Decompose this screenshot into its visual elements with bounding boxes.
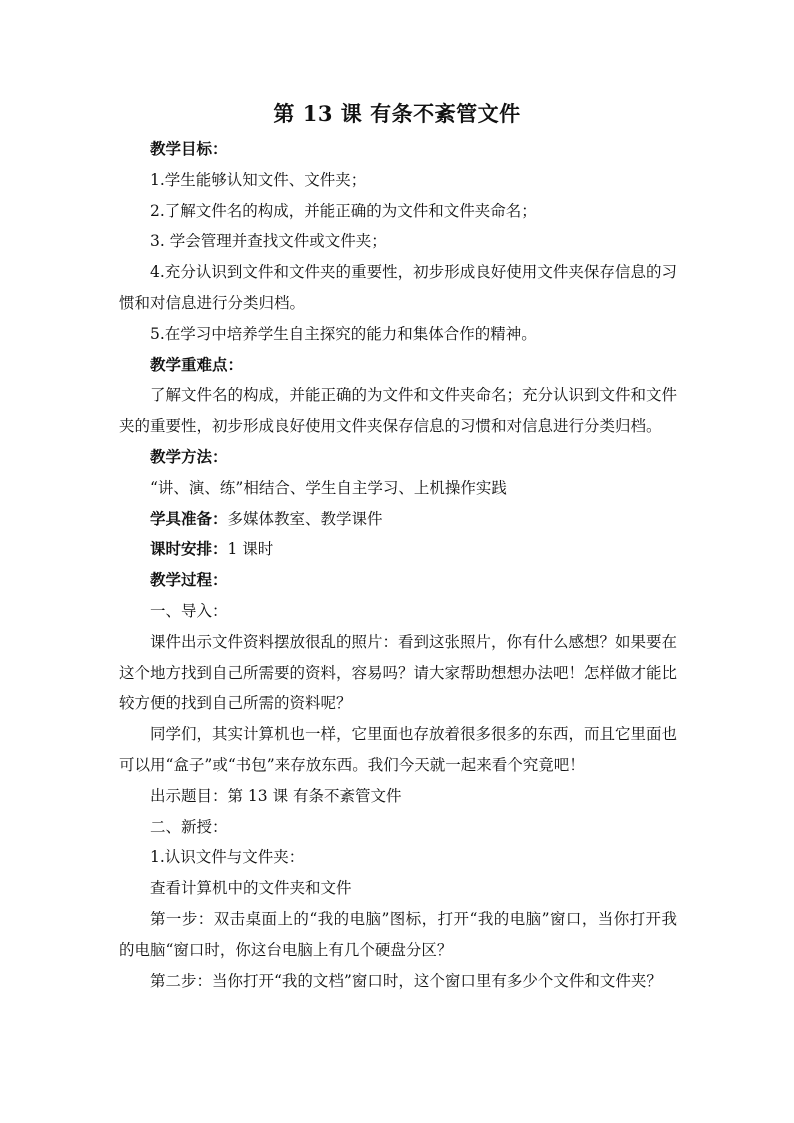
objective-item: 4.充分认识到文件和文件夹的重要性，初步形成良好使用文件夹保存信息的习惯和对信息进行分类归档。	[119, 263, 677, 312]
objective-item: 1.学生能够认知文件、文件夹；	[150, 170, 367, 189]
intro-heading: 一、导入：	[150, 601, 228, 620]
tools-label: 学具准备：	[150, 508, 228, 528]
methods-heading: 教学方法：	[150, 446, 228, 466]
document-body	[119, 134, 677, 996]
key-points-text: 了解文件名的构成，并能正确的为文件和文件夹命名；充分认识到文件和文件夹的重要性，初步形成良好使用文件夹保存信息的习惯和对信息进行分类归档。	[119, 386, 678, 436]
process-heading: 教学过程：	[150, 570, 228, 590]
objective-item: 2.了解文件名的构成，并能正确的为文件和文件夹命名；	[150, 201, 537, 220]
objectives-heading: 教学目标：	[150, 139, 228, 158]
subsection-heading: 1.认识文件与文件夹：	[150, 848, 305, 867]
schedule-line	[119, 534, 677, 565]
objective-item: 5.在学习中培养学生自主探究的能力和集体合作的精神。	[150, 324, 537, 343]
intro-paragraph: 课件出示文件资料摆放很乱的照片：看到这张照片，你有什么感想？如果要在这个地方找到自己所需要的资料，容易吗？请大家帮助想想办法吧！怎样做才能比较方便的找到自己所需的资料呢？	[119, 632, 678, 713]
schedule-label: 课时安排：	[150, 539, 228, 559]
step-paragraph: 第二步：当你打开“我的文档”窗口时，这个窗口里有多少个文件和文件夹？	[150, 971, 662, 990]
tools-text: 多媒体教室、教学课件	[227, 509, 383, 528]
key-points-heading: 教学重难点：	[150, 354, 244, 374]
tools-line	[119, 504, 677, 535]
new-lesson-heading: 二、新授：	[150, 817, 228, 836]
methods-text: “讲、演、练”相结合、学生自主学习、上机操作实践	[150, 478, 507, 497]
schedule-text: 1 课时	[227, 540, 274, 559]
subsection-text: 查看计算机中的文件夹和文件	[150, 879, 352, 898]
page-title: 第 13 课 有条不紊管文件	[273, 101, 521, 126]
step-paragraph: 第一步：双击桌面上的“我的电脑”图标，打开“我的电脑”窗口，当你打开我的电脑“窗口时，你这台电脑上有几个硬盘分区？	[119, 909, 677, 959]
objective-item: 3. 学会管理并查找文件或文件夹；	[150, 232, 387, 251]
intro-paragraph: 同学们，其实计算机也一样，它里面也存放着很多很多的东西，而且它里面也可以用“盒子”或“书包”来存放东西。我们今天就一起来看个究竟吧！	[119, 725, 678, 774]
intro-title-line: 出示题目：第 13 课 有条不紊管文件	[150, 786, 402, 805]
